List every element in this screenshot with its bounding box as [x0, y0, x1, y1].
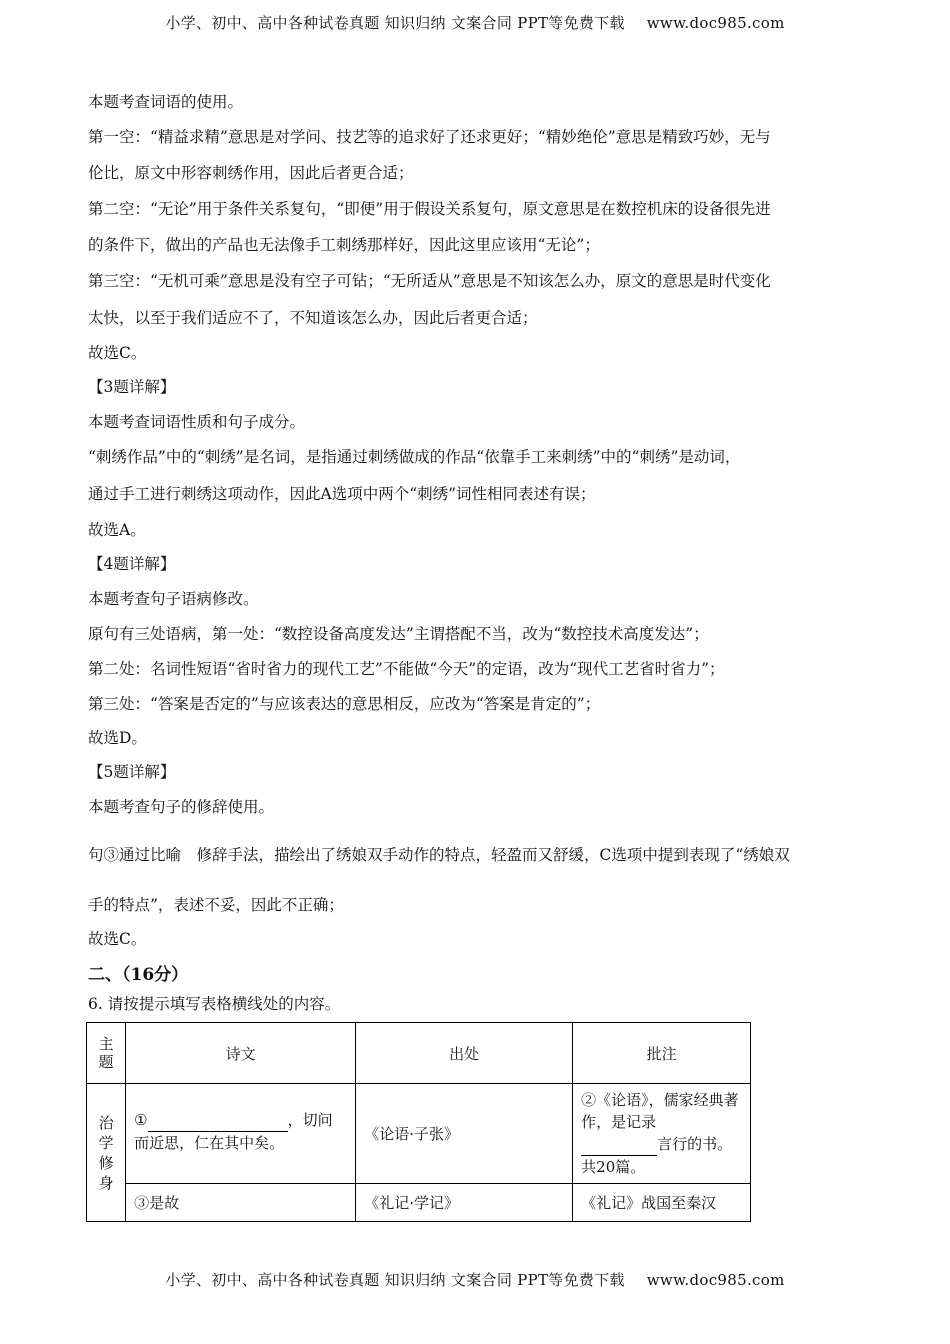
source-cell: [356, 1084, 573, 1184]
table-row: [87, 1084, 751, 1184]
text-line: 伦比，原文中形容刺绣作用，因此后者更合适；: [88, 164, 414, 182]
header-url[interactable]: www.doc985.com: [646, 14, 785, 32]
header-text: 小学、初中、高中各种试卷真题 知识归纳 文案合同 PPT等免费下载: [165, 14, 625, 32]
header-topic: [87, 1023, 126, 1084]
text-line: 句③通过比喻 修辞手法，描绘出了绣娘双手动作的特点，轻盈而又舒缓，C选项中提到表现了“绣娘双: [88, 846, 790, 864]
question-text: 6. 请按提示填写表格横线处的内容。: [88, 995, 341, 1013]
note-suffix: 言行的书。共20篇。: [581, 1135, 733, 1176]
subsection-heading: 【5题详解】: [88, 763, 176, 781]
header-note: 批注: [573, 1023, 751, 1084]
text-line: 本题考查句子的修辞使用。: [88, 798, 275, 816]
text-line: “刺绣作品”中的“刺绣”是名词，是指通过刺绣做成的作品“依靠手工来刺绣”中的“刺绣”是动词，: [88, 448, 741, 466]
text-line: 的条件下，做出的产品也无法像手工刺绣那样好，因此这里应该用“无论”；: [88, 236, 600, 254]
topic-char: 学: [98, 1133, 114, 1152]
topic-cell: [87, 1084, 126, 1222]
page-footer: [0, 1269, 950, 1290]
text-line: 故选A。: [88, 521, 146, 539]
text-line: 第二处：名词性短语“省时省力的现代工艺”不能做“今天”的定语，改为“现代工艺省时省力”；: [88, 660, 725, 678]
text-line: 太快，以至于我们适应不了，不知道该怎么办，因此后者更合适；: [88, 309, 538, 327]
page-header: [0, 12, 950, 33]
text-line: 故选C。: [88, 930, 147, 948]
source-text: 《论语·子张》: [364, 1125, 459, 1143]
poem-cell: [126, 1184, 356, 1222]
header-source: 出处: [356, 1023, 573, 1084]
text-line: 第二空：“无论”用于条件关系复句，“即便”用于假设关系复句，原文意思是在数控机床的设备很先进: [88, 200, 771, 218]
fill-in-table: [86, 1022, 751, 1222]
text-line: 本题考查句子语病修改。: [88, 590, 259, 608]
topic-char: 治: [98, 1113, 114, 1132]
source-cell: [356, 1184, 573, 1222]
text-line: 通过手工进行刺绣这项动作，因此A选项中两个“刺绣”词性相同表述有误；: [88, 485, 596, 503]
subsection-heading: 【4题详解】: [88, 555, 176, 573]
note-prefix: 《礼记》战国至秦汉: [581, 1193, 717, 1212]
text-line: 第三处：“答案是否定的”与应该表达的意思相反，应改为“答案是肯定的”；: [88, 695, 601, 713]
text-line: 故选C。: [88, 344, 147, 362]
poem-prefix: ①: [134, 1111, 148, 1129]
note-prefix: ②《论语》，儒家经典著作，是记录: [581, 1091, 739, 1131]
table-header-row: [87, 1023, 751, 1084]
poem-suffix: ，切问而近思，仁在其中矣。: [134, 1111, 333, 1152]
text-line: 故选D。: [88, 729, 147, 747]
poem-prefix: ③是故: [134, 1193, 180, 1212]
text-line: 手的特点”，表述不妥，因此不正确；: [88, 896, 344, 914]
topic-char: 修: [98, 1153, 114, 1172]
answer-blank[interactable]: [148, 1109, 288, 1132]
text-line: 第一空：“精益求精”意思是对学问、技艺等的追求好了还求更好；“精妙绝伦”意思是精致巧妙，无与: [88, 128, 771, 146]
header-poem: 诗文: [126, 1023, 356, 1084]
table-row: [87, 1184, 751, 1222]
topic-char: 身: [98, 1173, 114, 1192]
text-line: 第三空：“无机可乘”意思是没有空子可钻；“无所适从”意思是不知该怎么办，原文的意思是时代变化: [88, 272, 771, 290]
note-cell: [573, 1084, 751, 1184]
answer-blank[interactable]: [581, 1133, 657, 1156]
text-line: 本题考查词语性质和句子成分。: [88, 413, 306, 431]
poem-cell: [126, 1084, 356, 1184]
text-line: 本题考查词语的使用。: [88, 93, 244, 111]
subsection-heading: 【3题详解】: [88, 378, 176, 396]
source-text: 《礼记·学记》: [364, 1194, 459, 1212]
header-topic-label: 主题: [98, 1035, 114, 1071]
text-line: 原句有三处语病，第一处：“数控设备高度发达”主谓搭配不当，改为“数控技术高度发达”；: [88, 625, 709, 643]
footer-text: 小学、初中、高中各种试卷真题 知识归纳 文案合同 PPT等免费下载: [165, 1271, 625, 1289]
footer-url[interactable]: www.doc985.com: [646, 1271, 785, 1289]
note-cell: [573, 1184, 751, 1222]
section-title: 二、（16分）: [88, 965, 189, 985]
